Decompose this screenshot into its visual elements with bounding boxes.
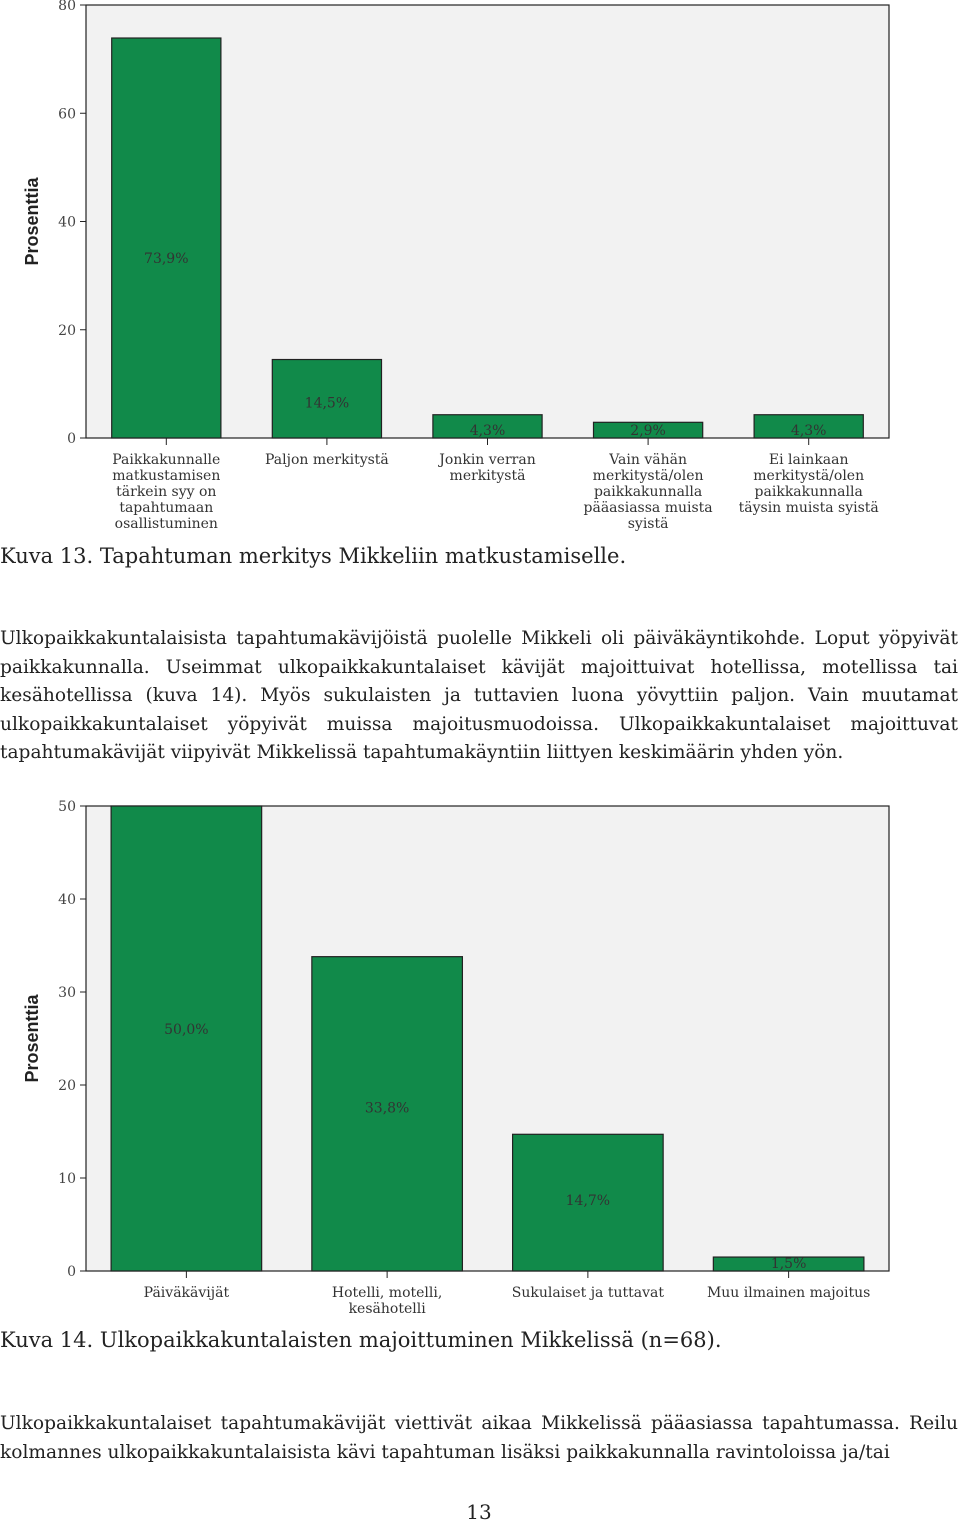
paragraph-1: Ulkopaikkakuntalaisista tapahtumakävijöistä puolelle Mikkeli oli päiväkäyntikohde. Loput yöpyivät paikkakunnalla. Useimmat ulkopaikkakuntalaiset kävijät majoittuivat hotellissa, motellissa tai kesähotellissa (kuva 14). Myös sukulaisten ja tuttavien luona yövyttiin paljon. Vain muutamat ulkopaikkakuntalaiset yöpyivät muissa majoitusmuodoissa. Ulkopaikkakuntalaiset majoittuvat tapahtumakävijät viipyivät Mikkelissä tapahtumakäyntiin liittyen keskimäärin yhden yön. xyxy=(0,628,958,763)
y-tick-label-1: 20 xyxy=(58,322,76,339)
y-tick-label-5: 50 xyxy=(58,800,76,815)
chart-1 xyxy=(0,0,960,540)
y-tick-label-2: 20 xyxy=(58,1078,76,1094)
x-tick-label-3-0: Muu ilmainen majoitus xyxy=(706,1285,871,1301)
x-tick-label-3-0: Vain vähän xyxy=(609,452,687,468)
x-tick-label-0-2: tärkein syy on xyxy=(116,484,217,500)
chart-2 xyxy=(0,800,960,1325)
x-tick-label-4-1: merkitystä/olen xyxy=(753,468,865,484)
x-tick-label-0-0: Paikkakunnalle xyxy=(112,452,221,468)
page-number: 13 xyxy=(466,1500,492,1524)
y-tick-label-0: 0 xyxy=(67,431,76,447)
data-label-3: 1,5% xyxy=(770,1256,807,1272)
x-tick-label-3-2: paikkakunnalla xyxy=(593,484,703,500)
x-tick-label-0-1: matkustamisen xyxy=(112,468,221,484)
chart-1-svg xyxy=(0,0,960,540)
y-tick-label-3: 30 xyxy=(58,985,76,1001)
figure-2-caption: Kuva 14. Ulkopaikkakuntalaisten majoittuminen Mikkelissä (n=68). xyxy=(0,1328,722,1352)
chart-2-svg xyxy=(0,800,960,1325)
data-label-4: 4,3% xyxy=(790,423,827,439)
data-label-3: 2,9% xyxy=(630,423,666,439)
x-tick-label-2-0: Sukulaiset ja tuttavat xyxy=(511,1285,664,1301)
bar-0 xyxy=(111,806,262,1271)
figure-1-caption: Kuva 13. Tapahtuman merkitys Mikkeliin matkustamiselle. xyxy=(0,544,627,568)
y-tick-label-3: 60 xyxy=(58,106,76,123)
y-tick-label-4: 40 xyxy=(58,892,76,908)
y-axis-label: Prosenttia xyxy=(22,177,42,266)
y-tick-label-0: 0 xyxy=(67,1264,76,1280)
x-tick-label-4-2: paikkakunnalla xyxy=(754,484,863,500)
x-tick-label-0-3: tapahtumaan xyxy=(119,500,214,516)
y-tick-label-1: 10 xyxy=(58,1171,76,1187)
x-tick-label-4-3: täysin muista syistä xyxy=(738,500,879,516)
bar-0 xyxy=(112,38,221,438)
x-tick-label-1-1: kesähotelli xyxy=(348,1301,426,1317)
x-tick-label-0-4: osallistuminen xyxy=(114,516,218,532)
data-label-0: 50,0% xyxy=(164,1022,209,1039)
x-tick-label-2-0: Jonkin verran xyxy=(439,452,536,468)
data-label-0: 73,9% xyxy=(144,251,189,268)
y-axis-label: Prosenttia xyxy=(22,994,42,1083)
data-label-2: 14,7% xyxy=(565,1192,611,1209)
x-tick-label-0-0: Päiväkävijät xyxy=(143,1285,230,1301)
paragraph-2: Ulkopaikkakuntalaiset tapahtumakävijät viettivät aikaa Mikkelissä pääasiassa tapahtumassa. Reilu kolmannes ulkopaikkakuntalaisista kävi tapahtuman lisäksi paikkakunnalla ravintoloissa ja/tai xyxy=(0,1413,958,1463)
x-tick-label-1-0: Hotelli, motelli, xyxy=(331,1285,443,1301)
data-label-1: 14,5% xyxy=(304,395,350,412)
y-tick-label-4: 80 xyxy=(58,0,76,14)
x-tick-label-3-1: merkitystä/olen xyxy=(592,468,704,484)
data-label-2: 4,3% xyxy=(469,423,506,439)
y-tick-label-2: 40 xyxy=(58,214,76,231)
data-label-1: 33,8% xyxy=(364,1100,410,1117)
x-tick-label-1-0: Paljon merkitystä xyxy=(265,452,389,468)
x-tick-label-3-4: syistä xyxy=(627,516,669,532)
x-tick-label-2-1: merkitystä xyxy=(449,468,526,484)
x-tick-label-4-0: Ei lainkaan xyxy=(768,452,849,468)
x-tick-label-3-3: pääasiassa muista xyxy=(583,500,713,516)
